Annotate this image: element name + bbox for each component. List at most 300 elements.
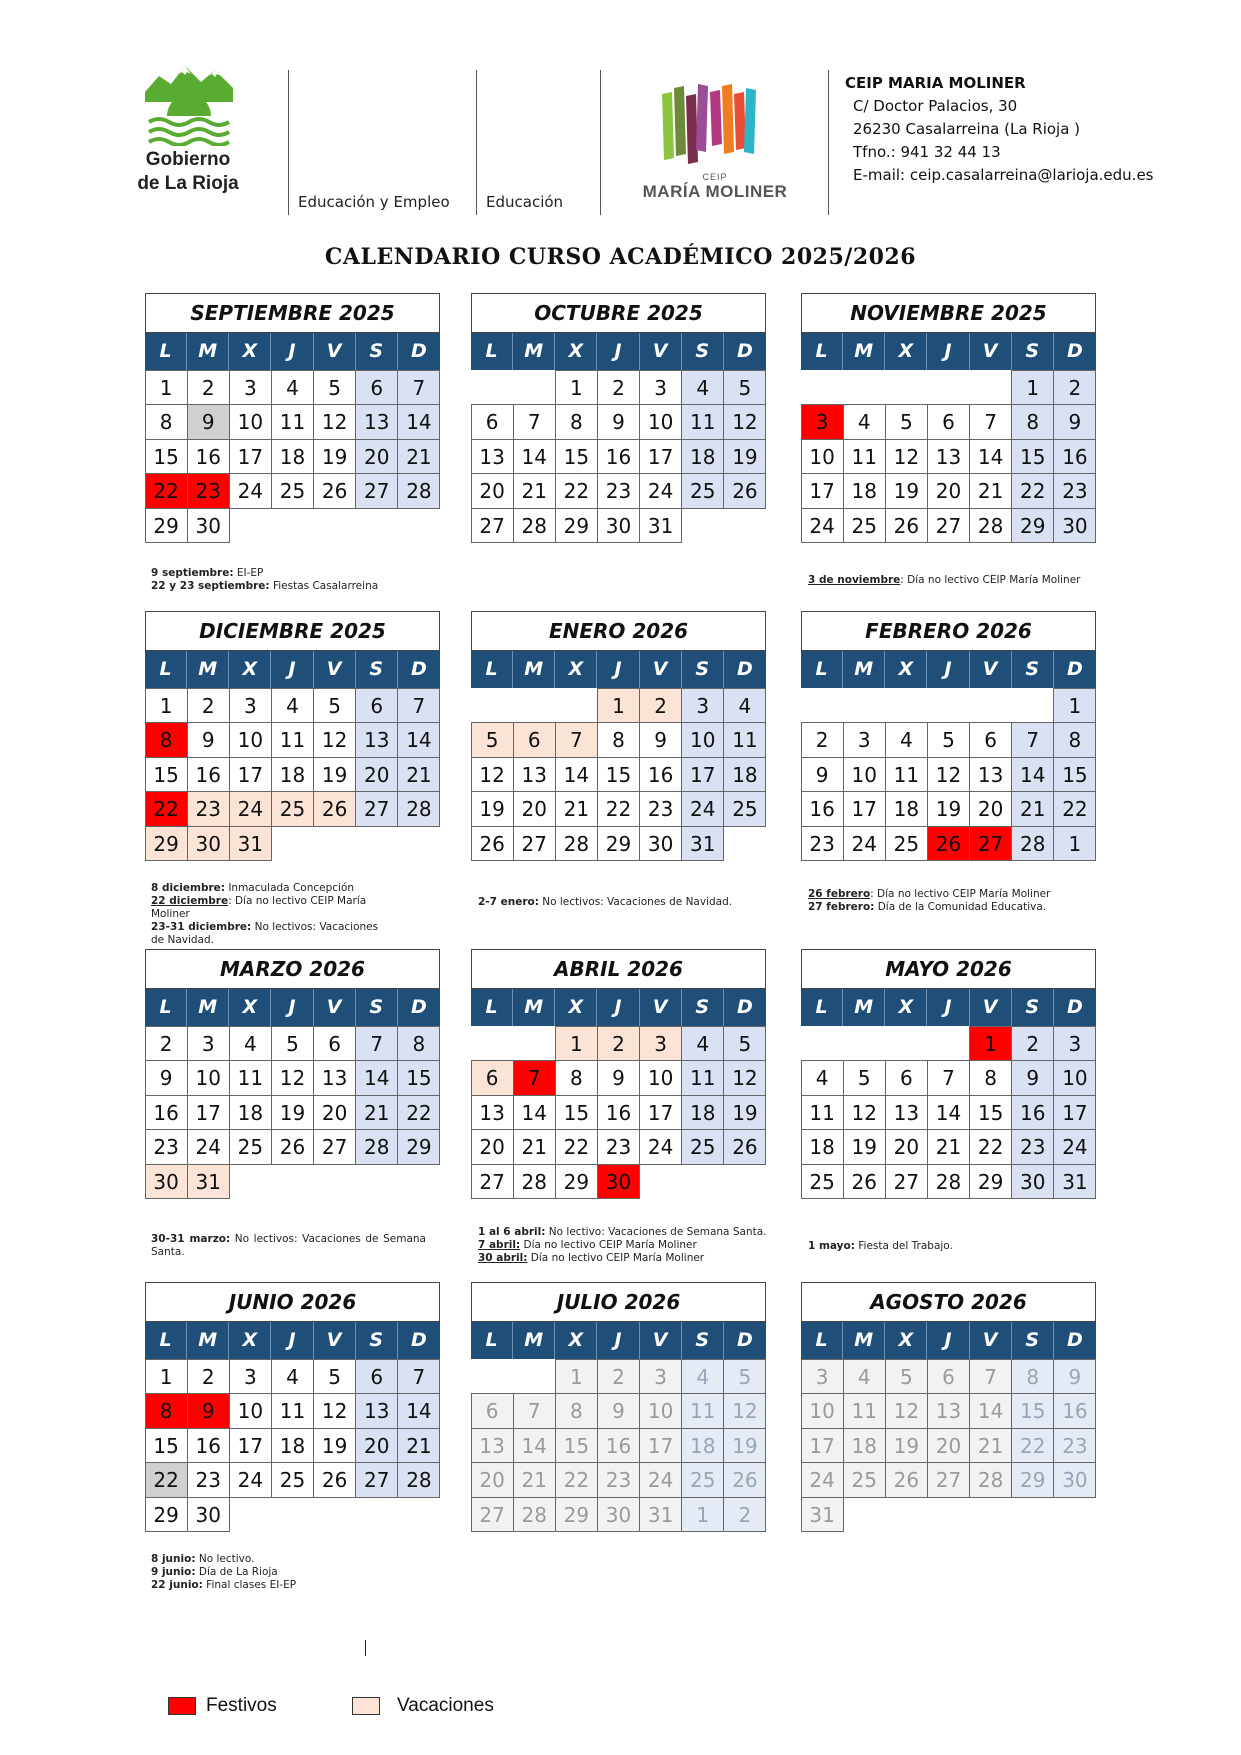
weekday-header: L xyxy=(145,989,187,1026)
day-cell: 15 xyxy=(1053,757,1096,793)
day-cell: 14 xyxy=(927,1095,970,1131)
month-calendar xyxy=(471,1282,766,1532)
day-cell: 3 xyxy=(639,1026,682,1062)
day-cell: 21 xyxy=(969,1428,1012,1464)
day-cell: 30 xyxy=(597,1497,640,1533)
note-diciembre: 8 diciembre: Inmaculada Concepción 22 diciembre: Día no lectivo CEIP María Moliner 23-31 diciembre: No lectivos: Vacaciones de Navidad. xyxy=(151,882,379,946)
weekday-header-row xyxy=(471,333,766,370)
day-cell: 31 xyxy=(639,1497,682,1533)
day-cell: 17 xyxy=(229,1428,272,1464)
day-cell: 23 xyxy=(187,791,230,827)
day-cell: 30 xyxy=(187,826,230,862)
day-cell: 1 xyxy=(145,1359,188,1395)
day-cell: 23 xyxy=(145,1129,188,1165)
day-cell: 9 xyxy=(187,404,230,440)
day-cell: 18 xyxy=(681,439,724,475)
gov-name xyxy=(108,148,268,196)
day-cell: 29 xyxy=(145,1497,188,1533)
day-cell: 5 xyxy=(927,722,970,758)
day-cell: 28 xyxy=(397,1462,440,1498)
day-cell: 30 xyxy=(597,1164,640,1200)
month-calendar xyxy=(801,1282,1096,1532)
note-septiembre: 9 septiembre: EI-EP 22 y 23 septiembre: Fiestas Casalarreina xyxy=(151,567,379,592)
day-cell: 26 xyxy=(927,826,970,862)
day-cell: 23 xyxy=(1011,1129,1054,1165)
day-cell: 19 xyxy=(723,1428,766,1464)
day-cell: 13 xyxy=(355,722,398,758)
day-cell: 7 xyxy=(513,404,556,440)
day-cell: 25 xyxy=(723,791,766,827)
day-cell: 23 xyxy=(187,1462,230,1498)
day-cell: 21 xyxy=(555,791,598,827)
weekday-header-row xyxy=(471,989,766,1026)
day-cell: 30 xyxy=(639,826,682,862)
day-cell: 22 xyxy=(555,1129,598,1165)
month-calendar xyxy=(145,1282,440,1532)
weekday-header: D xyxy=(724,333,766,370)
weekday-header: D xyxy=(398,651,440,688)
day-cell: 17 xyxy=(187,1095,230,1131)
day-cell: 26 xyxy=(271,1129,314,1165)
weekday-header: D xyxy=(398,989,440,1026)
dept-educacion: Educación xyxy=(486,193,564,211)
weekday-header: L xyxy=(801,989,843,1026)
day-cell: 6 xyxy=(927,404,970,440)
day-cell: 6 xyxy=(513,722,556,758)
weekday-header: L xyxy=(145,333,187,370)
day-cell: 22 xyxy=(145,1462,188,1498)
day-cell: 9 xyxy=(639,722,682,758)
day-cell: 4 xyxy=(681,1359,724,1395)
day-cell: 22 xyxy=(145,473,188,509)
weekday-header: X xyxy=(885,651,927,688)
day-cell: 2 xyxy=(597,1359,640,1395)
day-cell: 11 xyxy=(723,722,766,758)
month-calendar xyxy=(471,611,766,861)
weekday-header-row xyxy=(801,989,1096,1026)
day-cell: 23 xyxy=(597,473,640,509)
day-cell: 25 xyxy=(271,473,314,509)
day-cell: 21 xyxy=(969,473,1012,509)
school-name: CEIP MARIA MOLINER xyxy=(845,74,1026,92)
weekday-header: D xyxy=(724,651,766,688)
day-cell: 16 xyxy=(639,757,682,793)
day-cell: 12 xyxy=(885,439,928,475)
day-cell: 22 xyxy=(555,1462,598,1498)
day-cell: 25 xyxy=(271,1462,314,1498)
day-cell: 13 xyxy=(471,1428,514,1464)
divider xyxy=(600,70,601,215)
day-cell: 3 xyxy=(229,688,272,724)
day-cell: 26 xyxy=(471,826,514,862)
day-cell: 28 xyxy=(513,1164,556,1200)
day-cell: 29 xyxy=(555,508,598,544)
day-cell: 29 xyxy=(1011,508,1054,544)
day-grid xyxy=(801,688,1096,861)
day-cell: 20 xyxy=(355,757,398,793)
day-cell: 28 xyxy=(513,1497,556,1533)
day-cell: 26 xyxy=(313,473,356,509)
day-cell: 21 xyxy=(355,1095,398,1131)
day-cell: 8 xyxy=(555,1060,598,1096)
day-cell: 25 xyxy=(843,1462,886,1498)
weekday-header-row xyxy=(801,333,1096,370)
empty-cell xyxy=(513,1359,556,1395)
empty-cell xyxy=(969,688,1012,724)
day-cell: 10 xyxy=(843,757,886,793)
day-cell: 21 xyxy=(513,473,556,509)
day-cell: 3 xyxy=(801,1359,844,1395)
day-cell: 29 xyxy=(969,1164,1012,1200)
weekday-header: V xyxy=(640,1322,682,1359)
school-logo-big: MARÍA MOLINER xyxy=(642,182,788,201)
day-cell: 31 xyxy=(639,508,682,544)
empty-cell xyxy=(927,688,970,724)
month-title: AGOSTO 2026 xyxy=(801,1282,1096,1322)
month-title: ENERO 2026 xyxy=(471,611,766,651)
day-cell: 23 xyxy=(187,473,230,509)
day-cell: 14 xyxy=(397,404,440,440)
day-cell: 4 xyxy=(885,722,928,758)
weekday-header: J xyxy=(927,651,969,688)
day-cell: 14 xyxy=(1011,757,1054,793)
day-cell: 5 xyxy=(313,1359,356,1395)
empty-cell xyxy=(885,1026,928,1062)
day-cell: 29 xyxy=(145,826,188,862)
day-cell: 6 xyxy=(313,1026,356,1062)
weekday-header: M xyxy=(187,333,229,370)
day-cell: 1 xyxy=(555,1026,598,1062)
day-cell: 16 xyxy=(145,1095,188,1131)
day-cell: 4 xyxy=(681,370,724,406)
day-cell: 8 xyxy=(555,1393,598,1429)
day-cell: 18 xyxy=(271,757,314,793)
weekday-header: S xyxy=(1012,989,1054,1026)
day-cell: 19 xyxy=(313,439,356,475)
day-cell: 23 xyxy=(1053,1428,1096,1464)
divider xyxy=(288,70,289,215)
day-cell: 10 xyxy=(801,439,844,475)
day-cell: 25 xyxy=(681,1462,724,1498)
day-cell: 12 xyxy=(471,757,514,793)
day-cell: 30 xyxy=(1011,1164,1054,1200)
day-cell: 26 xyxy=(313,1462,356,1498)
day-cell: 8 xyxy=(145,404,188,440)
day-cell: 28 xyxy=(555,826,598,862)
day-cell: 10 xyxy=(187,1060,230,1096)
day-cell: 21 xyxy=(1011,791,1054,827)
day-cell: 21 xyxy=(397,439,440,475)
ceip-maria-moliner-logo xyxy=(660,82,770,166)
day-cell: 4 xyxy=(681,1026,724,1062)
day-cell: 6 xyxy=(355,1359,398,1395)
gov-name-line-1: Gobierno xyxy=(145,149,231,170)
day-cell: 12 xyxy=(313,722,356,758)
day-grid xyxy=(801,1359,1096,1532)
day-cell: 22 xyxy=(1053,791,1096,827)
day-cell: 3 xyxy=(843,722,886,758)
weekday-header: X xyxy=(229,333,271,370)
empty-cell xyxy=(1011,688,1054,724)
day-cell: 6 xyxy=(471,1060,514,1096)
day-cell: 29 xyxy=(555,1164,598,1200)
day-cell: 15 xyxy=(555,1095,598,1131)
day-cell: 22 xyxy=(969,1129,1012,1165)
day-cell: 30 xyxy=(1053,1462,1096,1498)
day-cell: 11 xyxy=(801,1095,844,1131)
day-cell: 5 xyxy=(471,722,514,758)
weekday-header: V xyxy=(970,1322,1012,1359)
gobierno-la-rioja-logo xyxy=(145,62,233,146)
day-cell: 30 xyxy=(1053,508,1096,544)
weekday-header-row xyxy=(801,1322,1096,1359)
day-cell: 12 xyxy=(927,757,970,793)
day-cell: 22 xyxy=(1011,473,1054,509)
day-cell: 6 xyxy=(355,370,398,406)
note-mayo: 1 mayo: Fiesta del Trabajo. xyxy=(808,1240,953,1252)
month-calendar xyxy=(801,611,1096,861)
day-cell: 11 xyxy=(681,404,724,440)
day-cell: 20 xyxy=(969,791,1012,827)
day-cell: 11 xyxy=(271,722,314,758)
empty-cell xyxy=(801,1026,844,1062)
day-cell: 9 xyxy=(1053,1359,1096,1395)
day-cell: 16 xyxy=(597,439,640,475)
day-cell: 20 xyxy=(471,1129,514,1165)
day-grid xyxy=(471,370,766,543)
day-cell: 8 xyxy=(145,722,188,758)
day-cell: 5 xyxy=(885,404,928,440)
day-cell: 18 xyxy=(843,473,886,509)
day-cell: 3 xyxy=(681,688,724,724)
day-cell: 13 xyxy=(969,757,1012,793)
day-cell: 25 xyxy=(271,791,314,827)
legend-vacaciones-swatch xyxy=(352,1697,380,1715)
school-contact xyxy=(845,72,1154,187)
day-cell: 17 xyxy=(843,791,886,827)
day-grid xyxy=(801,370,1096,543)
day-cell: 27 xyxy=(313,1129,356,1165)
weekday-header: V xyxy=(640,651,682,688)
day-cell: 5 xyxy=(313,370,356,406)
day-cell: 9 xyxy=(597,1393,640,1429)
day-cell: 12 xyxy=(313,404,356,440)
day-cell: 10 xyxy=(639,1393,682,1429)
day-cell: 16 xyxy=(801,791,844,827)
day-cell: 7 xyxy=(969,404,1012,440)
weekday-header: L xyxy=(471,651,513,688)
day-cell: 20 xyxy=(513,791,556,827)
day-grid xyxy=(145,1026,440,1199)
day-cell: 7 xyxy=(1011,722,1054,758)
day-cell: 1 xyxy=(555,1359,598,1395)
day-cell: 3 xyxy=(801,404,844,440)
day-cell: 24 xyxy=(229,1462,272,1498)
weekday-header-row xyxy=(801,651,1096,688)
empty-cell xyxy=(927,1026,970,1062)
weekday-header: J xyxy=(927,1322,969,1359)
day-cell: 21 xyxy=(513,1129,556,1165)
weekday-header: X xyxy=(555,651,597,688)
day-cell: 24 xyxy=(639,1129,682,1165)
day-cell: 6 xyxy=(355,688,398,724)
weekday-header: M xyxy=(843,651,885,688)
weekday-header: S xyxy=(682,333,724,370)
legend-vacaciones-label: Vacaciones xyxy=(397,1695,494,1716)
day-cell: 12 xyxy=(313,1393,356,1429)
day-cell: 2 xyxy=(187,688,230,724)
day-cell: 25 xyxy=(801,1164,844,1200)
weekday-header: S xyxy=(1012,1322,1054,1359)
weekday-header: S xyxy=(356,333,398,370)
day-cell: 28 xyxy=(969,508,1012,544)
day-cell: 20 xyxy=(471,1462,514,1498)
weekday-header: S xyxy=(356,989,398,1026)
day-cell: 16 xyxy=(187,757,230,793)
day-cell: 17 xyxy=(639,439,682,475)
weekday-header: S xyxy=(356,1322,398,1359)
weekday-header: J xyxy=(271,333,313,370)
day-cell: 11 xyxy=(229,1060,272,1096)
day-cell: 3 xyxy=(639,1359,682,1395)
day-cell: 1 xyxy=(145,688,188,724)
day-cell: 31 xyxy=(187,1164,230,1200)
day-cell: 27 xyxy=(927,508,970,544)
day-cell: 16 xyxy=(597,1095,640,1131)
weekday-header: M xyxy=(843,333,885,370)
weekday-header: V xyxy=(314,651,356,688)
day-cell: 25 xyxy=(229,1129,272,1165)
day-cell: 24 xyxy=(187,1129,230,1165)
gov-name-line-2: de La Rioja xyxy=(137,173,239,194)
day-cell: 24 xyxy=(801,508,844,544)
day-cell: 12 xyxy=(723,1060,766,1096)
weekday-header: X xyxy=(555,1322,597,1359)
day-cell: 28 xyxy=(1011,826,1054,862)
day-cell: 12 xyxy=(271,1060,314,1096)
day-cell: 15 xyxy=(1011,1393,1054,1429)
weekday-header: D xyxy=(1054,989,1096,1026)
day-cell: 21 xyxy=(397,757,440,793)
day-cell: 23 xyxy=(801,826,844,862)
weekday-header: M xyxy=(513,651,555,688)
day-cell: 29 xyxy=(145,508,188,544)
day-cell: 2 xyxy=(1053,370,1096,406)
day-cell: 19 xyxy=(471,791,514,827)
day-cell: 2 xyxy=(597,370,640,406)
day-cell: 29 xyxy=(555,1497,598,1533)
day-grid xyxy=(471,1359,766,1532)
weekday-header: V xyxy=(314,989,356,1026)
day-cell: 18 xyxy=(681,1428,724,1464)
day-cell: 17 xyxy=(801,473,844,509)
weekday-header: D xyxy=(1054,333,1096,370)
empty-cell xyxy=(927,370,970,406)
weekday-header: D xyxy=(398,1322,440,1359)
day-cell: 13 xyxy=(355,1393,398,1429)
weekday-header: X xyxy=(229,651,271,688)
day-cell: 27 xyxy=(471,1164,514,1200)
day-cell: 19 xyxy=(843,1129,886,1165)
day-cell: 27 xyxy=(471,1497,514,1533)
weekday-header: D xyxy=(1054,651,1096,688)
day-cell: 8 xyxy=(969,1060,1012,1096)
month-calendar xyxy=(801,293,1096,543)
school-phone: Tfno.: 941 32 44 13 xyxy=(853,143,1001,161)
weekday-header: V xyxy=(970,989,1012,1026)
weekday-header: J xyxy=(597,989,639,1026)
day-cell: 14 xyxy=(355,1060,398,1096)
month-title: FEBRERO 2026 xyxy=(801,611,1096,651)
month-calendar xyxy=(471,949,766,1199)
day-cell: 1 xyxy=(1011,370,1054,406)
day-cell: 6 xyxy=(969,722,1012,758)
day-cell: 2 xyxy=(145,1026,188,1062)
stray-mark xyxy=(365,1640,366,1656)
day-cell: 15 xyxy=(555,439,598,475)
day-cell: 13 xyxy=(471,439,514,475)
day-cell: 23 xyxy=(597,1462,640,1498)
day-cell: 18 xyxy=(681,1095,724,1131)
day-cell: 10 xyxy=(1053,1060,1096,1096)
month-calendar xyxy=(145,611,440,861)
day-cell: 30 xyxy=(187,1497,230,1533)
day-cell: 16 xyxy=(187,1428,230,1464)
weekday-header: V xyxy=(640,333,682,370)
day-cell: 8 xyxy=(145,1393,188,1429)
day-cell: 4 xyxy=(271,688,314,724)
day-cell: 11 xyxy=(271,1393,314,1429)
day-cell: 4 xyxy=(229,1026,272,1062)
day-cell: 1 xyxy=(681,1497,724,1533)
weekday-header: X xyxy=(885,333,927,370)
empty-cell xyxy=(843,1026,886,1062)
day-cell: 21 xyxy=(513,1462,556,1498)
day-cell: 11 xyxy=(885,757,928,793)
day-cell: 29 xyxy=(1011,1462,1054,1498)
day-cell: 15 xyxy=(1011,439,1054,475)
day-cell: 27 xyxy=(355,473,398,509)
day-cell: 23 xyxy=(597,1129,640,1165)
day-cell: 24 xyxy=(229,473,272,509)
day-cell: 26 xyxy=(843,1164,886,1200)
day-grid xyxy=(801,1026,1096,1199)
day-cell: 22 xyxy=(1011,1428,1054,1464)
day-cell: 11 xyxy=(681,1393,724,1429)
day-cell: 15 xyxy=(969,1095,1012,1131)
weekday-header: D xyxy=(398,333,440,370)
day-cell: 6 xyxy=(885,1060,928,1096)
day-cell: 9 xyxy=(187,722,230,758)
day-cell: 13 xyxy=(471,1095,514,1131)
day-cell: 18 xyxy=(885,791,928,827)
day-cell: 1 xyxy=(1053,688,1096,724)
weekday-header: S xyxy=(1012,333,1054,370)
day-cell: 1 xyxy=(145,370,188,406)
day-cell: 7 xyxy=(397,370,440,406)
day-cell: 14 xyxy=(513,1095,556,1131)
day-cell: 5 xyxy=(885,1359,928,1395)
day-cell: 15 xyxy=(145,439,188,475)
weekday-header: J xyxy=(597,333,639,370)
day-cell: 7 xyxy=(397,688,440,724)
day-cell: 14 xyxy=(513,1428,556,1464)
empty-cell xyxy=(843,370,886,406)
day-cell: 25 xyxy=(843,508,886,544)
weekday-header: M xyxy=(187,989,229,1026)
day-cell: 24 xyxy=(229,791,272,827)
day-cell: 5 xyxy=(723,370,766,406)
